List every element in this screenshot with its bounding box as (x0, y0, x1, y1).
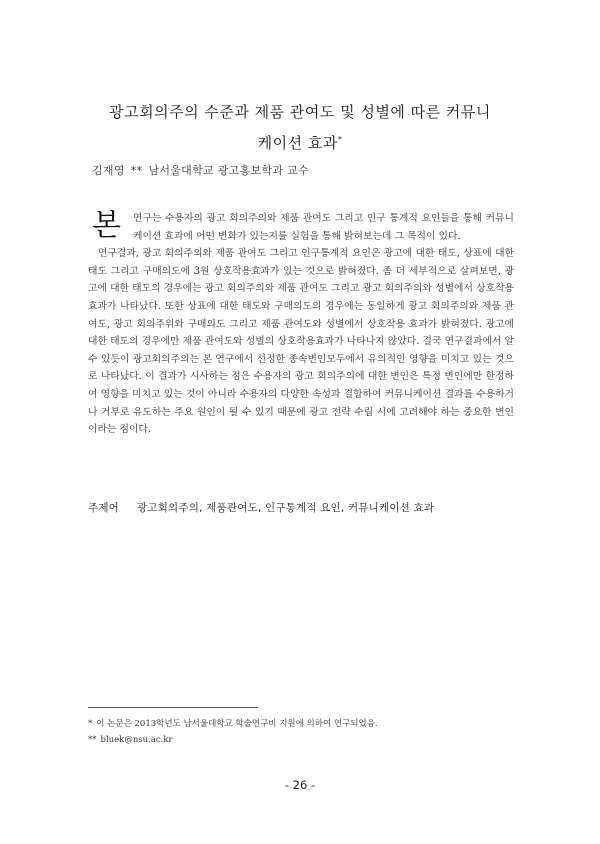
keywords-label: 주제어 (88, 502, 120, 514)
paper-title-line1: 광고회의주의 수준과 제품 관여도 및 성별에 따른 커뮤니 (109, 103, 491, 121)
abstract (88, 210, 514, 439)
author-line (92, 162, 315, 178)
footnote-email: bluek@nsu.ac.kr (100, 735, 173, 745)
footnote-mark: * (88, 719, 93, 729)
abstract-dropcap: 본 (92, 208, 121, 243)
page-number: - 26 - (284, 778, 316, 792)
abstract-paragraph-2: 연구결과, 광고 회의주의와 제품 관여도 그리고 인구통계적 요인은 광고에 대한 태도, 상표에 대한 태도 그리고 구매의도에 3원 상호작용효과가 있는 것으로 밝혀졌다. 좀 더 세부적으로 살펴보면, 광고에 대한 태도의 경우에는 광고 회의주의와 제품 관여도 그리고 광고 회의주의와 성별에서 상호작용효과가 나타났다. 또한 상표에 대한 태도와 구매의도의 경우에는 동일하게 광고 회의주의와 제품 관여도, 광고 회의주위와 구매의도 그리고 제품 관여도와 성별에서 상호작용 효과가 밝혀졌다. 광고에 대한 태도의 경우에만 제품 관여도와 성별의 상호작용효과가 나타나지 않았다. 결국 연구결과에서 알 수 있듯이 광고회의주의는 본 연구에서 선정한 종속변인모두에서 유의적인 영향을 미치고 있는 것으로 나타났다. 이 결과가 시사하는 점은 수용자의 광고 회의주의에 대한 변인은 특정 변인에만 한정하여 영향을 미치고 있는 것이 아니라 수용자의 다양한 속성과 결합하여 커뮤니케이션 결과를 수용하거나 거부로 유도하는 주요 원인이 될 수 있기 때문에 광고 전략 수립 시에 고려해야 하는 중요한 변인이라는 점이다. (88, 248, 514, 436)
author-affiliation: 남서울대학교 광고홍보학과 교수 (148, 164, 309, 177)
paper-title (60, 98, 540, 157)
keywords-text: 광고회의주의, 제품관여도, 인구통계적 요인, 커뮤니케이션 효과 (137, 502, 435, 514)
paper-title-line2 (60, 126, 540, 157)
keywords (88, 500, 518, 515)
author-name: 김재영 (92, 164, 125, 177)
footnote-text: 이 논문은 2013학년도 남서울대학교 학술연구비 지원에 의하여 연구되었음. (96, 719, 378, 729)
footnote-item (88, 716, 378, 732)
footnote-item (88, 732, 378, 748)
footnote-mark: ** (88, 735, 97, 745)
author-footnote-mark: ** (130, 164, 143, 177)
footnotes (88, 716, 378, 748)
title-footnote-mark: * (337, 135, 343, 144)
paper-title-line2-text: 케이션 효과 (257, 134, 338, 152)
footnote-divider (88, 707, 258, 708)
abstract-paragraph-1: 연구는 수용자의 광고 회의주의와 제품 관여도 그리고 인구 통계적 요인들을 통해 커뮤니케이션 효과에 어떤 변화가 있는지를 실험을 통해 밝혀보는데 그 목적이 있다. (132, 213, 514, 242)
